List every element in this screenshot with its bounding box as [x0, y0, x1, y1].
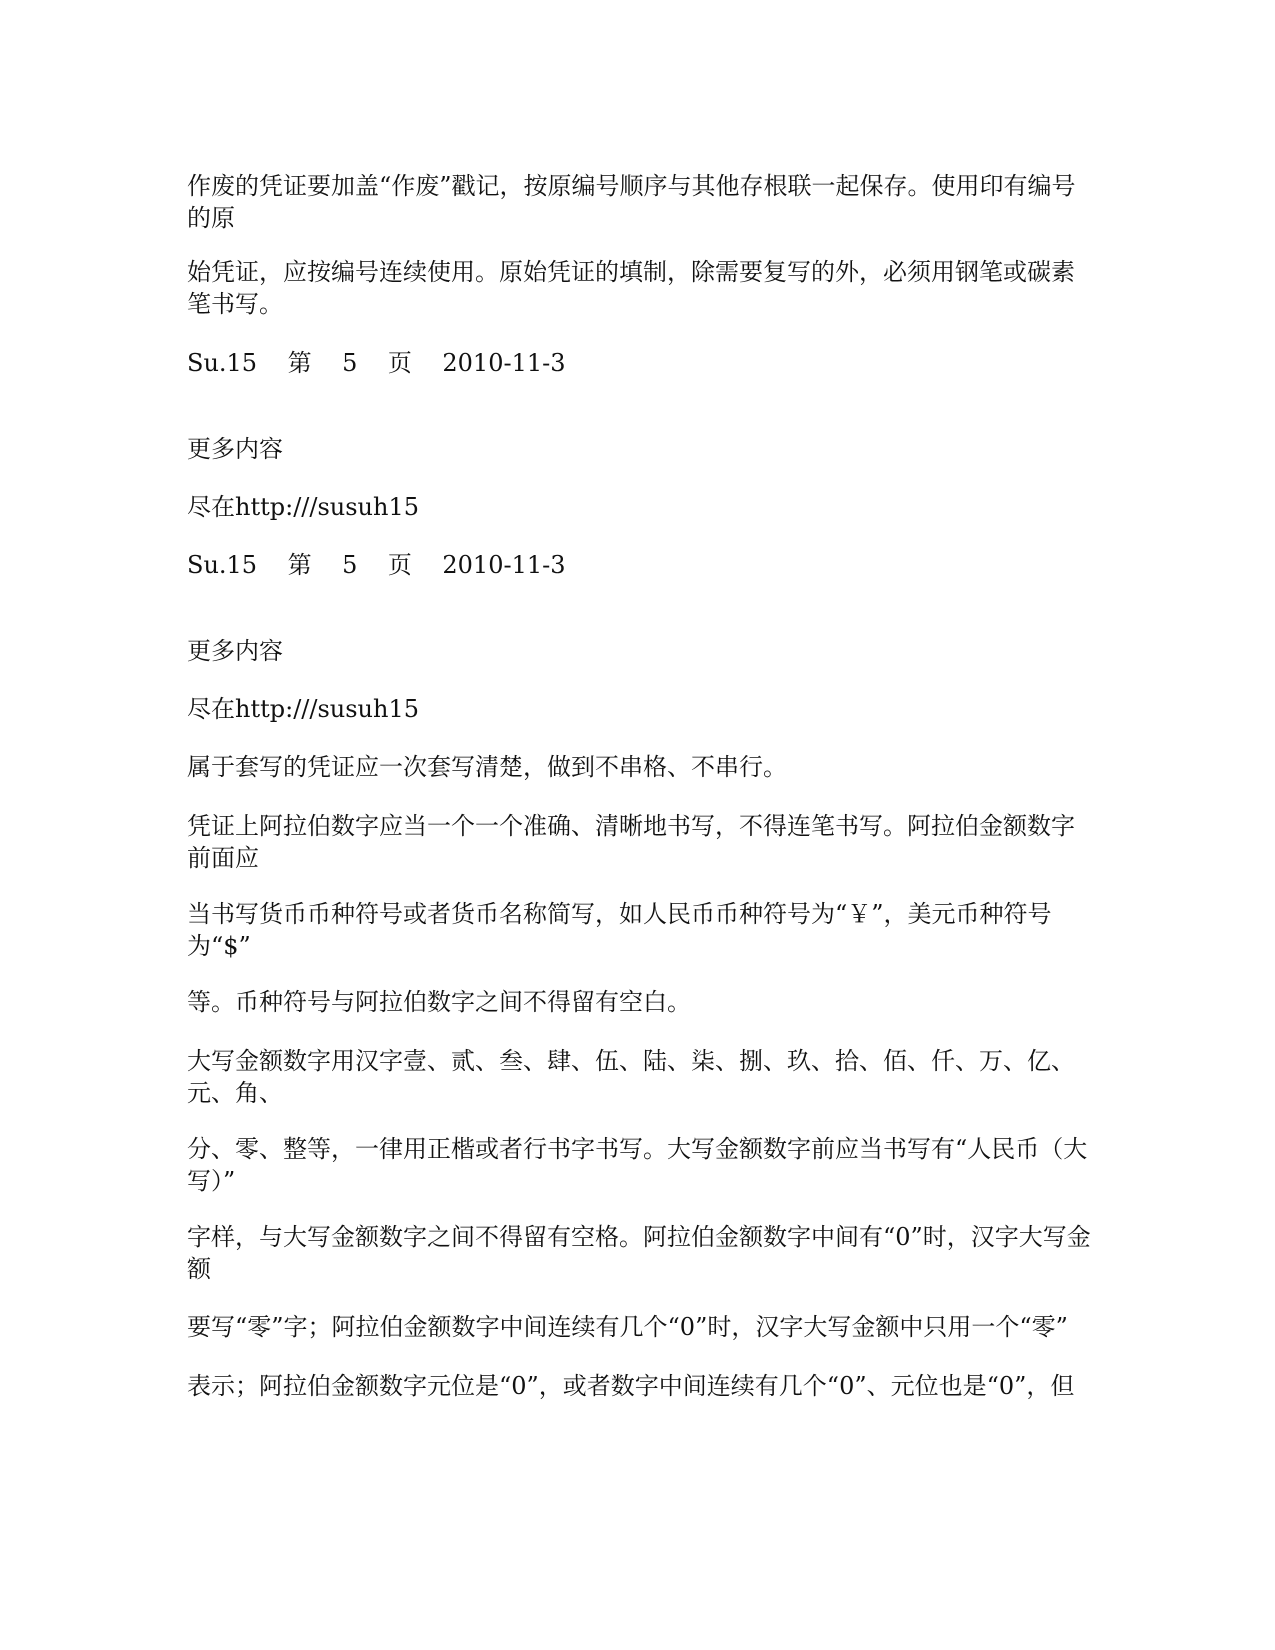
paragraph-symbol-spacing: 等。币种符号与阿拉伯数字之间不得留有空白。 — [187, 988, 691, 1016]
paragraph-multiple-zeros: 要写“零”字；阿拉伯金额数字中间连续有几个“0”时，汉字大写金额中只用一个“零” — [187, 1313, 1068, 1341]
paragraph-handwriting-style: 分、零、整等，一律用正楷或者行书字书写。大写金额数字前应当书写有“人民币（大写）” — [187, 1135, 1088, 1195]
paragraph-currency-symbols: 当书写货币币种符号或者货币名称简写，如人民币币种符号为“￥”，美元币种符号为“$” — [187, 900, 1052, 960]
paragraph-chinese-amount-characters: 大写金额数字用汉字壹、贰、叁、肆、伍、陆、柒、捌、玖、拾、佰、仟、万、亿、元、角、 — [187, 1047, 1075, 1107]
paragraph-zero-in-amount: 字样，与大写金额数字之间不得留有空格。阿拉伯金额数字中间有“0”时，汉字大写金额 — [187, 1223, 1091, 1283]
website-text-2: 尽在http:///susuh15 — [187, 695, 419, 723]
paragraph-voided-voucher: 作废的凭证要加盖“作废”戳记，按原编号顺序与其他存根联一起保存。使用印有编号的原 — [187, 172, 1076, 232]
paragraph-arabic-numerals: 凭证上阿拉伯数字应当一个一个准确、清晰地书写，不得连笔书写。阿拉伯金额数字前面应 — [187, 812, 1075, 872]
paragraph-yuan-zero: 表示；阿拉伯金额数字元位是“0”，或者数字中间连续有几个“0”、元位也是“0”，但 — [187, 1372, 1075, 1400]
more-content-label-2: 更多内容 — [187, 637, 283, 665]
more-content-label-1: 更多内容 — [187, 435, 283, 463]
paragraph-carbon-copy: 属于套写的凭证应一次套写清楚，做到不串格、不串行。 — [187, 753, 787, 781]
website-text-1: 尽在http:///susuh15 — [187, 493, 419, 521]
paragraph-original-voucher-writing: 始凭证，应按编号连续使用。原始凭证的填制，除需要复写的外，必须用钢笔或碳素笔书写。 — [187, 258, 1075, 318]
page-footer-1: Su.15 第 5 页 2010-11-3 — [187, 349, 566, 377]
page-footer-2: Su.15 第 5 页 2010-11-3 — [187, 551, 566, 579]
